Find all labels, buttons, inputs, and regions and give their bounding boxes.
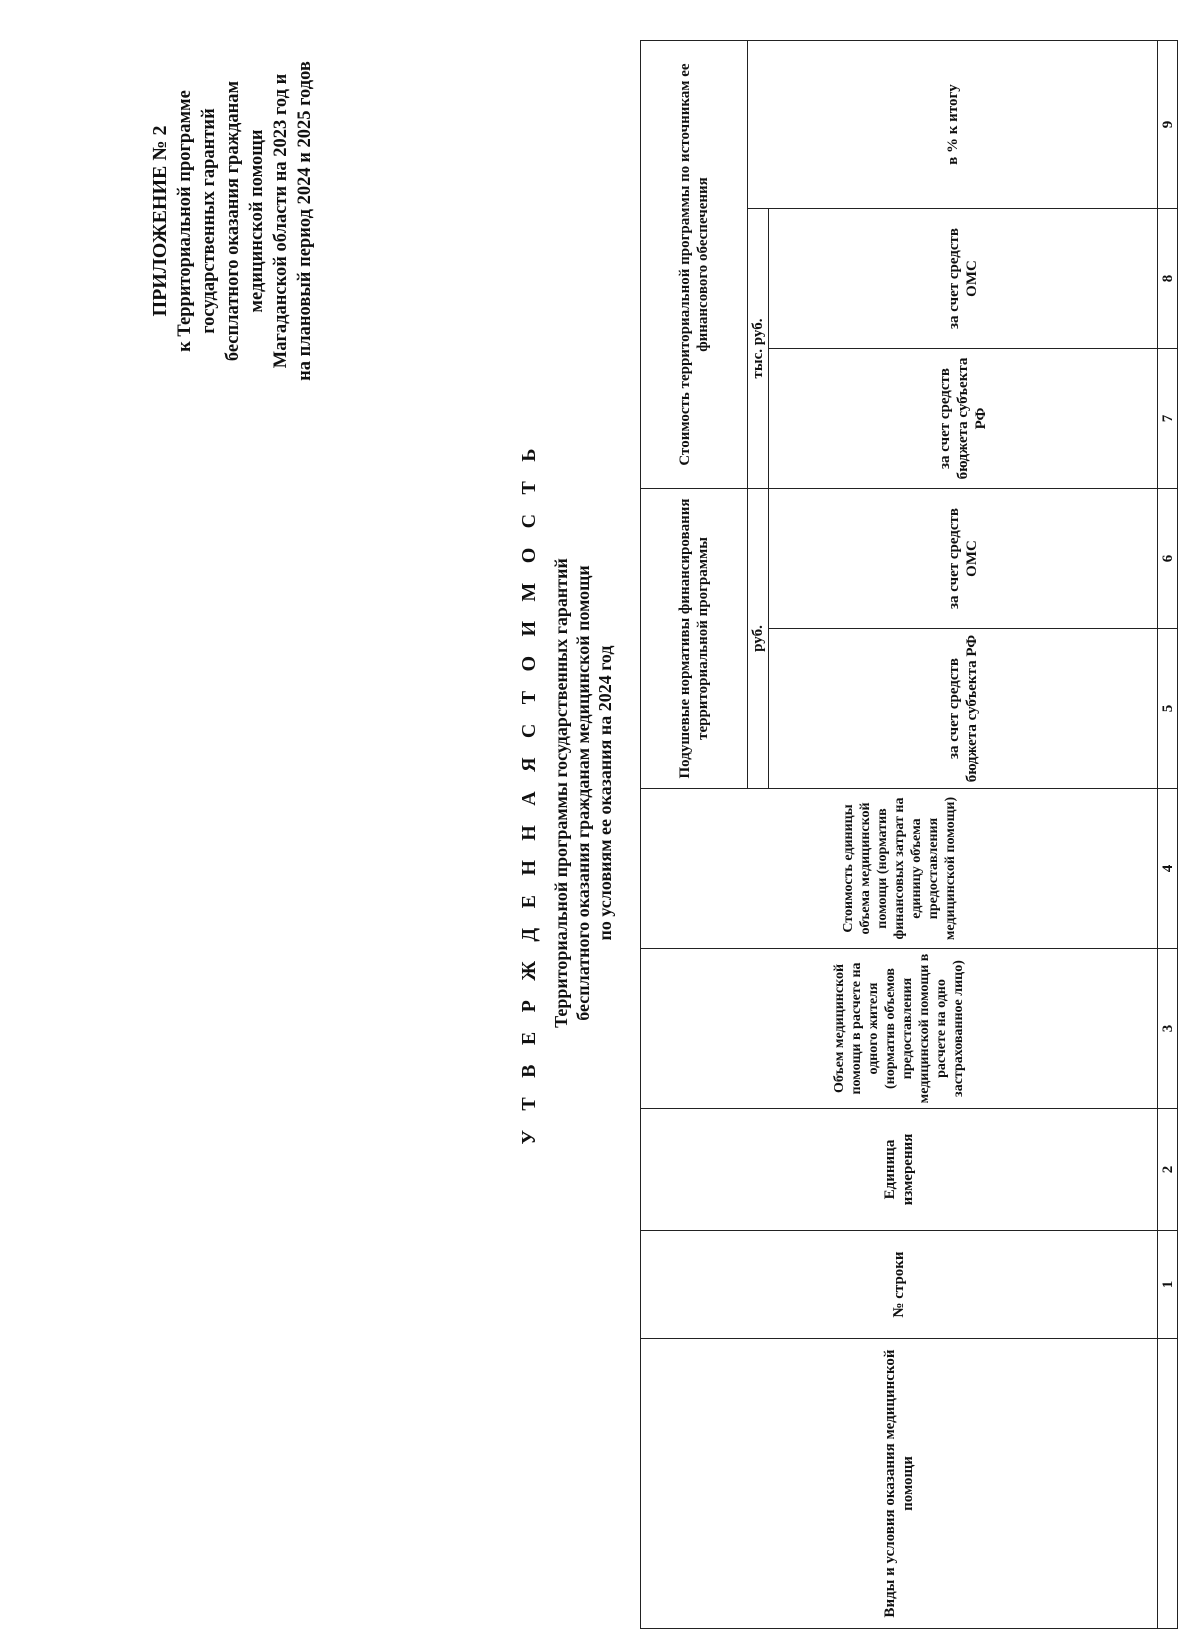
- header-unit: Единица измерения: [641, 1109, 1158, 1231]
- appendix-line: медицинской помощи: [247, 129, 267, 313]
- appendix-line: Магаданской области на 2023 год и: [271, 73, 291, 369]
- column-number: 5: [1158, 629, 1178, 789]
- header-volume: Объем медицинской помощи в расчете на одного жителя (норматив объемов предоставления медицинской помощи в расчете на одно застрахованное лицо): [641, 949, 1158, 1109]
- header-per-capita-budget: за счет средств бюджета субъекта РФ: [769, 629, 1158, 789]
- document-subtitle: [550, 413, 616, 1173]
- header-percent: в % к итогу: [748, 40, 1158, 208]
- header-kinds: Виды и условия оказания медицинской помощи: [641, 1339, 1158, 1629]
- column-number: 1: [1158, 1231, 1178, 1339]
- appendix-block: [148, 21, 317, 421]
- subtitle-line: Территориальной программы государственных гарантий: [551, 558, 571, 1028]
- header-row-no: № строки: [641, 1231, 1158, 1339]
- column-number: 2: [1158, 1109, 1178, 1231]
- column-number: [1158, 1339, 1178, 1629]
- column-number: 8: [1158, 209, 1178, 349]
- column-number: 4: [1158, 789, 1178, 949]
- header-unit-cost: Стоимость единицы объема медицинской помощи (норматив финансовых затрат на единицу объема предоставления медицинской помощи): [641, 789, 1158, 949]
- header-per-capita-unit: руб.: [748, 489, 769, 789]
- appendix-line: государственных гарантий: [199, 108, 219, 334]
- header-total-budget: за счет средств бюджета субъекта РФ: [769, 349, 1158, 489]
- appendix-line: на плановый период 2024 и 2025 годов: [295, 61, 315, 381]
- appendix-line: бесплатного оказания гражданам: [223, 80, 243, 362]
- header-per-capita-oms: за счет средств ОМС: [769, 489, 1158, 629]
- document-title: У Т В Е Р Ж Д Е Н Н А Я С Т О И М О С Т Ь: [518, 441, 540, 1145]
- header-total-cost-unit: тыс. руб.: [748, 209, 769, 489]
- column-number: 9: [1158, 40, 1178, 208]
- column-number: 7: [1158, 349, 1178, 489]
- subtitle-line: по условиям ее оказания на 2024 год: [595, 645, 615, 941]
- cost-table: [640, 40, 1178, 1629]
- subtitle-line: бесплатного оказания гражданам медицинской помощи: [573, 565, 593, 1021]
- column-number: 3: [1158, 949, 1178, 1109]
- header-per-capita: Подушевые нормативы финансирования территориальной программы: [641, 489, 748, 789]
- appendix-title: ПРИЛОЖЕНИЕ № 2: [149, 125, 171, 317]
- appendix-line: к Территориальной программе: [175, 90, 195, 352]
- header-total-oms: за счет средств ОМС: [769, 209, 1158, 349]
- header-total-cost: Стоимость территориальной программы по источникам ее финансового обеспечения: [641, 40, 748, 488]
- column-number: 6: [1158, 489, 1178, 629]
